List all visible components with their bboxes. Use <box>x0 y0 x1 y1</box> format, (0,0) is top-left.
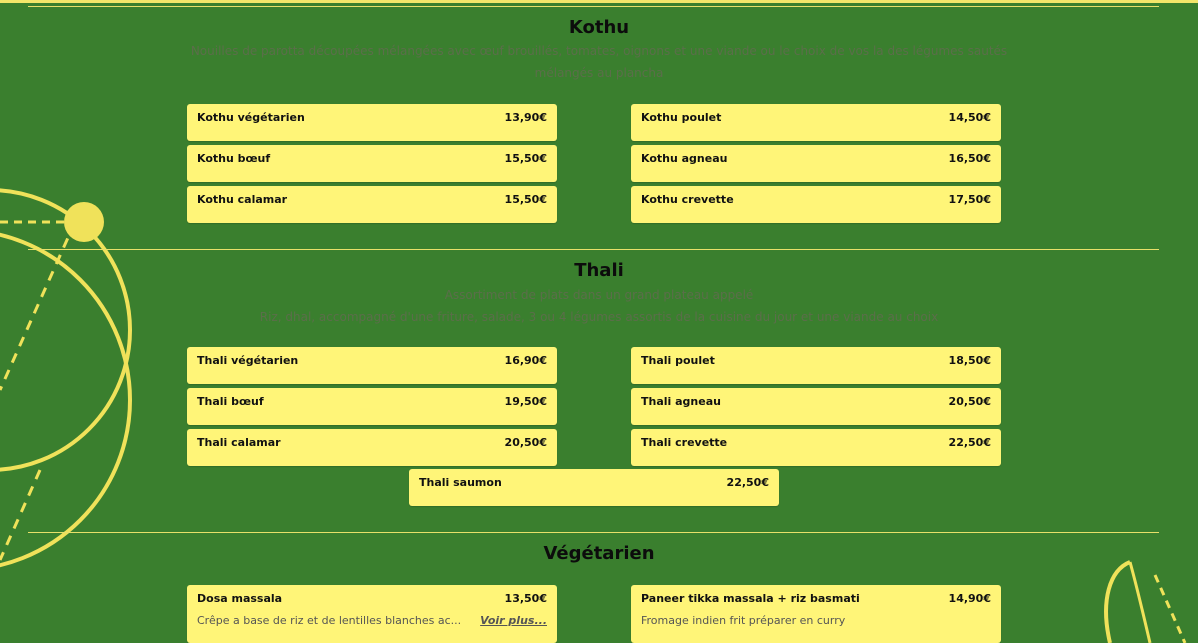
item-name: Thali saumon <box>419 476 502 489</box>
menu-item-kothu-boeuf[interactable] <box>187 145 557 182</box>
item-price: 16,50€ <box>948 152 991 165</box>
menu-item-thali-poulet[interactable] <box>631 347 1001 384</box>
item-price: 18,50€ <box>948 354 991 367</box>
menu-item-thali-boeuf[interactable] <box>187 388 557 425</box>
menu-item-thali-crevette[interactable] <box>631 429 1001 466</box>
item-price: 16,90€ <box>504 354 547 367</box>
see-more-link[interactable]: Voir plus... <box>480 614 547 627</box>
item-price: 15,50€ <box>504 152 547 165</box>
menu-item-paneer-tikka-massala[interactable] <box>631 585 1001 643</box>
item-name: Kothu végétarien <box>197 111 305 124</box>
item-name: Thali calamar <box>197 436 281 449</box>
item-price: 22,50€ <box>948 436 991 449</box>
item-price: 22,50€ <box>726 476 769 489</box>
menu-item-thali-saumon[interactable] <box>409 469 779 506</box>
section-desc-thali: Assortiment de plats dans un grand plateau appelé Riz, dhal, accompagné d'une friture, salade, 3 ou 4 légumes assortis de la cuisine du jour et une viande au choix <box>259 288 939 324</box>
section-title-kothu: Kothu <box>568 17 630 38</box>
menu-item-kothu-crevette[interactable] <box>631 186 1001 223</box>
item-description: Fromage indien frit préparer en curry <box>641 614 846 627</box>
item-price: 14,90€ <box>948 592 991 605</box>
item-price: 19,50€ <box>504 395 547 408</box>
menu-item-thali-calamar[interactable] <box>187 429 557 466</box>
menu-item-thali-agneau[interactable] <box>631 388 1001 425</box>
item-name: Dosa massala <box>197 592 283 605</box>
section-divider <box>28 249 1159 250</box>
menu-item-thali-vegetarien[interactable] <box>187 347 557 384</box>
item-price: 15,50€ <box>504 193 547 206</box>
section-desc-kothu: Nouilles de parotta découpées mélangées avec œuf brouillés, tomates, oignons et une viande ou le choix de vos la des légumes sautés mélangés au plancha <box>190 44 1008 80</box>
item-name: Paneer tikka massala + riz basmati <box>641 592 860 605</box>
menu-item-kothu-calamar[interactable] <box>187 186 557 223</box>
item-price: 14,50€ <box>948 111 991 124</box>
menu-item-kothu-agneau[interactable] <box>631 145 1001 182</box>
section-divider <box>28 6 1159 7</box>
item-name: Kothu agneau <box>641 152 728 165</box>
section-divider <box>28 532 1159 533</box>
section-title-thali: Thali <box>574 260 624 281</box>
item-name: Thali crevette <box>641 436 728 449</box>
item-name: Thali bœuf <box>197 395 264 408</box>
item-price: 20,50€ <box>948 395 991 408</box>
item-name: Thali poulet <box>641 354 715 367</box>
item-name: Thali agneau <box>641 395 721 408</box>
item-name: Kothu poulet <box>641 111 722 124</box>
item-name: Kothu calamar <box>197 193 288 206</box>
item-name: Kothu crevette <box>641 193 734 206</box>
item-name: Thali végétarien <box>197 354 299 367</box>
item-price: 13,50€ <box>504 592 547 605</box>
item-price: 17,50€ <box>948 193 991 206</box>
menu-item-dosa-massala[interactable] <box>187 585 557 643</box>
item-price: 20,50€ <box>504 436 547 449</box>
menu-item-kothu-vegetarien[interactable] <box>187 104 557 141</box>
item-price: 13,90€ <box>504 111 547 124</box>
item-description: Crêpe a base de riz et de lentilles blanches ac... <box>197 614 462 627</box>
menu-item-kothu-poulet[interactable] <box>631 104 1001 141</box>
top-accent-bar <box>0 0 1198 3</box>
section-title-vegetarien: Végétarien <box>543 543 655 564</box>
item-name: Kothu bœuf <box>197 152 271 165</box>
